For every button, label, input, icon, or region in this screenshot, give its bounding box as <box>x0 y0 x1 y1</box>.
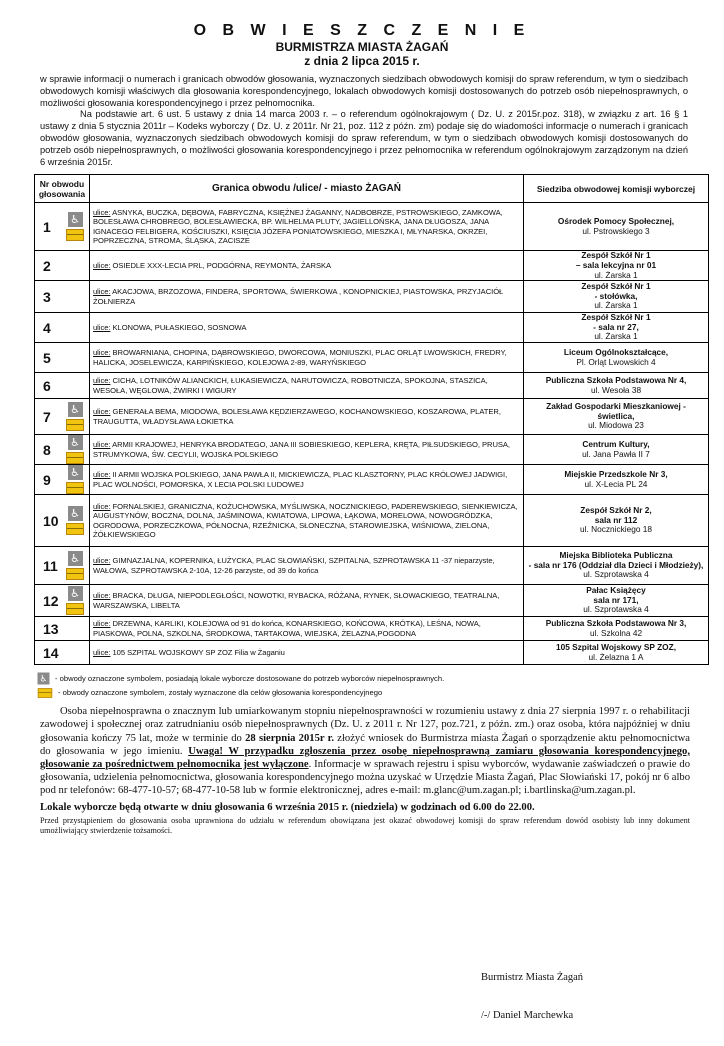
location-address: ul. Żarska 1 <box>594 300 638 311</box>
streets-prefix: ulice: <box>93 261 111 271</box>
district-number-cell <box>35 251 90 281</box>
district-streets <box>90 399 524 435</box>
wheelchair-icon: ♿ <box>68 465 83 480</box>
streets-prefix: ulice: <box>93 208 111 218</box>
district-streets <box>90 313 524 343</box>
district-number: 3 <box>43 288 51 305</box>
district-streets <box>90 465 524 495</box>
notice-opening-hours: Lokale wyborcze będą otwarte w dniu głosowania 6 września 2015 r. (niedziela) w godzinach od 6.00 do 22.00. <box>40 801 535 813</box>
district-number-cell <box>35 313 90 343</box>
district-number: 12 <box>43 592 59 609</box>
location-name: Centrum Kultury, <box>582 439 650 450</box>
location-room: - sala nr 27, <box>593 321 639 332</box>
location-room: sala nr 112 <box>594 514 638 525</box>
district-streets <box>90 203 524 251</box>
wheelchair-icon: ♿ <box>38 673 50 685</box>
table-row <box>35 585 709 617</box>
location-name: Zespół Szkół Nr 1 <box>581 250 651 261</box>
table-row <box>35 465 709 495</box>
legend-mail-text: - obwody oznaczone symbolem, zostały wyznaczone dla celów głosowania korespondencyjnego <box>58 688 383 698</box>
location-name: Pałac Książęcy <box>586 585 646 596</box>
district-icons <box>66 402 84 431</box>
district-location <box>524 313 709 343</box>
streets-list: ARMII KRAJOWEJ, HENRYKA BRODATEGO, JANA III SOBIESKIEGO, KEPLERA, KRĘTA, PIŁSUDSKIEGO, PRUSA, STRUMYKOWA, ŚW. CECYLII, WOJSKA POLSKIEGO <box>93 440 510 459</box>
streets-list: KLONOWA, PUŁASKIEGO, SOSNOWA <box>112 322 247 332</box>
envelope-icon <box>66 452 84 464</box>
district-number: 1 <box>43 218 51 235</box>
location-name: Liceum Ogólnokształcące, <box>563 347 669 358</box>
streets-list: BROWARNIANA, CHOPINA, DĄBROWSKIEGO, DWORCOWA, MONIUSZKI, PLAC ORLĄT LWOWSKICH, FREDRY, HALICKA, JOSELEWICZA, KARPIŃSKIEGO, KOLEJOWA 2-89, WARYŃSKIEGO <box>93 348 507 367</box>
location-name: Miejska Biblioteka Publiczna <box>559 550 673 561</box>
table-row <box>35 399 709 435</box>
district-number-cell <box>35 203 90 251</box>
streets-list: II ARMII WOJSKA POLSKIEGO, JANA PAWŁA II, MICKIEWICZA, PLAC KLASZTORNY, PLAC KRÓLOWEJ JADWIGI, PLAC WOLNOŚCI, POMORSKA, X LECIA POLSKI LUDOWEJ <box>93 470 508 489</box>
district-location <box>524 251 709 281</box>
streets-prefix: ulice: <box>93 591 111 601</box>
wheelchair-icon: ♿ <box>68 586 83 601</box>
district-number: 8 <box>43 441 51 458</box>
table-row <box>35 617 709 641</box>
notice-warning: Uwaga! W przypadku zgłoszenia przez osobę niepełnosprawną zamiaru głosowania korespondencyjnego, głosowanie za pośrednictwem pełnomocnika jest wyłączone <box>40 745 690 770</box>
district-location <box>524 281 709 313</box>
location-address: ul. Szkolna 42 <box>589 627 643 638</box>
envelope-icon <box>66 229 84 241</box>
table-row <box>35 281 709 313</box>
notice-text-c: złożyć wniosek do Burmistrza miasta Żagań o sporządzenie aktu pełnomocnictwa do głosowania w jego imieniu. <box>40 732 691 757</box>
intro <box>40 74 688 168</box>
streets-prefix: ulice: <box>93 440 111 450</box>
district-number-cell <box>35 641 90 665</box>
district-number: 5 <box>43 349 51 366</box>
location-name: Ośrodek Pomocy Społecznej, <box>557 216 675 227</box>
location-name: Zespół Szkół Nr 1 <box>581 312 651 323</box>
location-name: Publiczna Szkoła Podstawowa Nr 4, <box>545 375 687 386</box>
district-number-cell <box>35 585 90 617</box>
location-room: sala nr 171, <box>593 594 639 605</box>
streets-prefix: ulice: <box>93 407 111 417</box>
district-number-cell <box>35 547 90 585</box>
location-name: Miejskie Przedszkole Nr 3, <box>564 469 668 480</box>
district-location <box>524 343 709 373</box>
table-row <box>35 203 709 251</box>
location-address: ul. Miodowa 23 <box>588 420 644 431</box>
streets-list: AKACJOWA, BRZOZOWA, FINDERA, SPORTOWA, ŚWIERKOWA , KONOPNICKIEJ, PIASTOWSKA, PRZYJACIÓŁ ŻOŁNIERZA <box>93 287 504 306</box>
district-icons <box>66 586 84 615</box>
district-streets <box>90 343 524 373</box>
districts-table <box>34 174 709 665</box>
location-address: ul. Żelazna 1 A <box>588 651 644 662</box>
district-streets <box>90 641 524 665</box>
legend-wc-text: - obwody oznaczone symbolem, posiadają lokale wyborcze dostosowane do potrzeb wyborców niepełnosprawnych. <box>55 674 445 684</box>
notice-title: O B W I E S Z C Z E N I E <box>193 22 531 39</box>
wheelchair-icon: ♿ <box>68 551 83 566</box>
location-name: Zakład Gospodarki Mieszkaniowej - świetlica, <box>546 401 686 421</box>
notice-body <box>40 705 690 814</box>
streets-prefix: ulice: <box>93 322 111 332</box>
header-nr: Nr obwodu głosowania <box>35 175 90 203</box>
location-name: Zespół Szkół Nr 2, <box>580 505 652 516</box>
location-address: ul. Szprotawska 4 <box>583 604 649 615</box>
table-row <box>35 343 709 373</box>
district-number: 10 <box>43 512 59 529</box>
location-address: ul. Pstrowskiego 3 <box>582 225 650 236</box>
notice-paragraph-2 <box>40 801 690 814</box>
streets-list: BRACKA, DŁUGA, NIEPODLEGŁOŚCI, NOWOTKI, RYBACKA, RÓŻANA, RYNEK, SŁOWACKIEGO, TEATRALNA, WARSZAWSKA, LIBELTA <box>93 591 500 610</box>
district-location <box>524 547 709 585</box>
envelope-icon <box>66 603 84 615</box>
table-row <box>35 373 709 399</box>
notice-paragraph-1 <box>40 705 690 797</box>
streets-list: FORNALSKIEJ, GRANICZNA, KOŻUCHOWSKA, MYŚLIWSKA, NOCZNICKIEGO, PADEREWSKIEGO, SIENKIEWICZA, AUGUSTYNÓW, BOCZNA, DOLNA, JAŚMINOWA, KWIATOWA, LIPOWA, ŁĄKOWA, MORELOWA, NOWOGRÓDZKA, OGRODOWA, PORZECZKOWA, PÓŁNOCNA, RZEŹNICKA, SŁONECZNA, STAROWIEJSKA, WIŚNIOWA, ZIELONA, ŻÓŁKIEWSKIEGO <box>93 501 518 540</box>
legend-wc <box>36 671 724 686</box>
envelope-icon <box>66 419 84 431</box>
district-icons <box>66 435 84 464</box>
district-number: 2 <box>43 257 51 274</box>
table-row <box>35 547 709 585</box>
location-room: – sala lekcyjna nr 01 <box>575 259 657 270</box>
district-number-cell <box>35 399 90 435</box>
district-streets <box>90 281 524 313</box>
notice-text-a: Osoba niepełnosprawna o znacznym lub umiarkowanym stopniu niepełnosprawności w rozumieniu ustawy z dnia 27 sierpnia 1997 r. o rehabilitacji zawodowej i społecznej oraz zatrudnianiu osób niepełnosprawnych (Dz. U. z 2011 r. Nr 127, poz.721, z późn. zm.) oraz osoba, która najpóźniej w dniu głosowania kończy 75 lat, może w terminie do <box>40 706 690 744</box>
streets-prefix: ulice: <box>93 348 111 358</box>
table-row <box>35 495 709 547</box>
wheelchair-icon: ♿ <box>68 435 83 450</box>
wheelchair-icon: ♿ <box>68 402 83 417</box>
streets-prefix: ulice: <box>93 556 111 566</box>
streets-list: ASNYKA, BUCZKA, DĘBOWA, FABRYCZNA, KSIĘŻNEJ ŻAGANNY, NADBOBRZE, PSTROWSKIEGO, ZAMKOWA, BOLESŁAWA CHROBREGO, BOLESŁAWIECKA, BP. WILHELMA PLUTY, JAGIELLOŃSKA, JANA DŁUGOSZA, JANA IGNACEGO FELBIGERA, KOŚCIUSZKI, KSIĘCIA JÓZEFA PONIATOWSKIEGO, MIESZKA I, MŁYNARSKA, OKRZEI, POPRZECZNA, STROMA, ŚLĄSKA, ZACISZE <box>93 208 503 246</box>
envelope-icon <box>66 482 84 494</box>
district-location <box>524 585 709 617</box>
streets-list: OSIEDLE XXX-LECIA PRL, PODGÓRNA, REYMONTA, ŻARSKA <box>112 261 332 271</box>
location-address: ul. Wesoła 38 <box>590 384 642 395</box>
intro-paragraph-1: w sprawie informacji o numerach i granicach obwodów głosowania, wyznaczonych siedzibach obwodowych komisji do spraw referendum, w tym o siedzibach obwodowych komisji właściwych dla głosowania korespondencyjnego, lokalach obwodowych komisji dostosowanych do potrzeb osób niepełnosprawnych, o możliwości głosowania korespondencyjnego i przez pełnomocnika. <box>40 74 688 108</box>
district-number: 13 <box>43 620 59 637</box>
district-streets <box>90 251 524 281</box>
district-number-cell <box>35 465 90 495</box>
district-number-cell <box>35 617 90 641</box>
header-granica: Granica obwodu /ulice/ - miasto ŻAGAŃ <box>90 175 524 203</box>
district-number: 9 <box>43 471 51 488</box>
notice-id-requirement: Przed przystąpieniem do głosowania osoba uprawniona do udziału w referendum obowiązana jest okazać obwodowej komisji do spraw referendum dowód osobisty lub inny dokument umożliwiający stwierdzenie tożsamości. <box>40 815 690 835</box>
district-streets <box>90 435 524 465</box>
streets-prefix: ulice: <box>93 287 111 297</box>
signature-title: Burmistrz Miasta Żagań <box>481 972 584 983</box>
district-location <box>524 641 709 665</box>
streets-list: 105 SZPITAL WOJSKOWY SP ZOZ Filia w Żaganiu <box>112 647 285 657</box>
signature-name: /-/ Daniel Marchewka <box>481 1010 574 1021</box>
streets-prefix: ulice: <box>93 619 111 629</box>
streets-prefix: ulice: <box>93 501 111 511</box>
location-name: Zespół Szkół Nr 1 <box>581 281 651 292</box>
district-streets <box>90 617 524 641</box>
location-room: - sala nr 176 (Oddział dla Dzieci i Młodzieży), <box>528 559 704 570</box>
notice-deadline: 28 sierpnia 2015r r. <box>245 732 334 744</box>
district-location <box>524 617 709 641</box>
table-row <box>35 251 709 281</box>
streets-list: DRZEWNA, KARLIKI, KOLEJOWA od 91 do końca, KONARSKIEGO, KOŃCOWA, KRÓTKA), LEŚNA, NOWA, PIASKOWA, POLNA, SZKOLNA, ŚRODKOWA, TARTAKOWA, WIEJSKA, ŻELAZNA,POGODNA <box>93 619 481 638</box>
district-number-cell <box>35 495 90 547</box>
district-number: 11 <box>43 557 58 574</box>
district-location <box>524 399 709 435</box>
notice-date: z dnia 2 lipca 2015 r. <box>304 54 420 68</box>
location-address: ul. Nocznickiego 18 <box>580 524 652 535</box>
district-icons <box>66 465 84 494</box>
district-number-cell <box>35 435 90 465</box>
streets-prefix: ulice: <box>93 647 111 657</box>
district-location <box>524 435 709 465</box>
district-number: 6 <box>43 377 51 394</box>
header-siedziba: Siedziba obwodowej komisji wyborczej <box>524 175 709 203</box>
streets-prefix: ulice: <box>93 470 111 480</box>
district-number: 7 <box>43 408 51 425</box>
notice-issuer: BURMISTRZA MIASTA ŻAGAŃ <box>275 40 449 54</box>
district-number: 14 <box>43 644 59 661</box>
streets-list: CICHA, LOTNIKÓW ALIANCKICH, ŁUKASIEWICZA, NARUTOWICZA, ROBOTNICZA, SPOKOJNA, STASZICA, WESOŁA, WĘGLOWA, ŻWIRKI I WIGURY <box>93 376 488 395</box>
district-number: 4 <box>43 319 51 336</box>
district-streets <box>90 495 524 547</box>
envelope-icon <box>66 568 84 580</box>
location-address: ul. Jana Pawła II 7 <box>582 448 650 459</box>
location-room: - stołówka, <box>594 290 638 301</box>
streets-prefix: ulice: <box>93 376 111 386</box>
intro-paragraph-2: Na podstawie art. 6 ust. 5 ustawy z dnia 14 marca 2003 r. – o referendum ogólnokrajowym ( Dz. U. z 2015r.poz. 318), w związku z art. 16 § 1 ustawy z dnia 5 stycznia 2011r – Kodeks wyborczy ( Dz. U. z 2011r. Nr 21, poz. 112 z późn. zm) podaje się do wiadomości informacje o numerach i granicach obwodów głosowania, wyznaczonych siedzibach obwodowych komisji do spraw referendum, w tym o siedzibach obwodowych komisji dostosowanych do potrzeb osób niepełnosprawnych, o możliwości głosowania korespondencyjnego i przez pełnomocnika w referendum ogólnokrajowym zarządzonym na dzień 6 września 2015r. <box>40 109 688 167</box>
location-address: Pl. Orląt Lwowskich 4 <box>576 356 656 367</box>
table-row <box>35 641 709 665</box>
district-number-cell <box>35 343 90 373</box>
location-name: 105 Szpital Wojskowy SP ZOZ, <box>555 642 677 653</box>
location-address: ul. Żarska 1 <box>594 331 638 342</box>
table-row <box>35 435 709 465</box>
wheelchair-icon: ♿ <box>68 212 83 227</box>
envelope-icon <box>38 688 52 698</box>
table-header-row <box>35 175 709 203</box>
streets-list: GENERAŁA BEMA, MIODOWA, BOLESŁAWA KĘDZIERZAWEGO, KOCHANOWSKIEGO, KOSZAROWA, PLATER, TRAUGUTTA, WŁADYSŁAWA ŁOKIETKA <box>93 407 501 426</box>
location-name: Publiczna Szkoła Podstawowa Nr 3, <box>545 618 687 629</box>
envelope-icon <box>66 523 84 535</box>
wheelchair-icon: ♿ <box>68 506 83 521</box>
district-icons <box>66 551 84 580</box>
district-icons <box>66 212 84 241</box>
legend <box>36 671 724 699</box>
district-streets <box>90 585 524 617</box>
legend-mail <box>36 686 724 699</box>
district-streets <box>90 373 524 399</box>
location-address: ul. Żarska 1 <box>594 269 638 280</box>
notice-text-e: . Informacje w sprawach rejestru i spisu wyborców, wydawanie zaświadczeń o prawie do głosowania, udzielenia pełnomocnictwa, głosowania korespondencyjnego można uzyskać w Urzędzie Miasta Żagań, Plac Słowiański 17, pokój nr 6 albo pod nr telefonów: 68-477-10-57; 68-477-10-58 lub w formie elektronicznej, adres e-mail: m.glanc@um.zagan.pl; i.bartlinska@um.zagan.pl. <box>40 758 690 797</box>
district-streets <box>90 547 524 585</box>
streets-list: GIMNAZJALNA, KOPERNIKA, ŁUŻYCKA, PLAC SŁOWIAŃSKI, SZPITALNA, SZPROTAWSKA 11 -37 nieparzyste, WAŁOWA, SZPROTAWSKA 2-10A, 12-26 parzyste, od 39 do końca <box>93 556 495 575</box>
district-icons <box>66 506 84 535</box>
district-number-cell <box>35 373 90 399</box>
district-number-cell <box>35 281 90 313</box>
district-location <box>524 495 709 547</box>
table-row <box>35 313 709 343</box>
district-location <box>524 373 709 399</box>
district-location <box>524 465 709 495</box>
location-address: ul. Szprotawska 4 <box>583 569 649 580</box>
location-address: ul. X-Lecia PL 24 <box>584 478 648 489</box>
district-location <box>524 203 709 251</box>
